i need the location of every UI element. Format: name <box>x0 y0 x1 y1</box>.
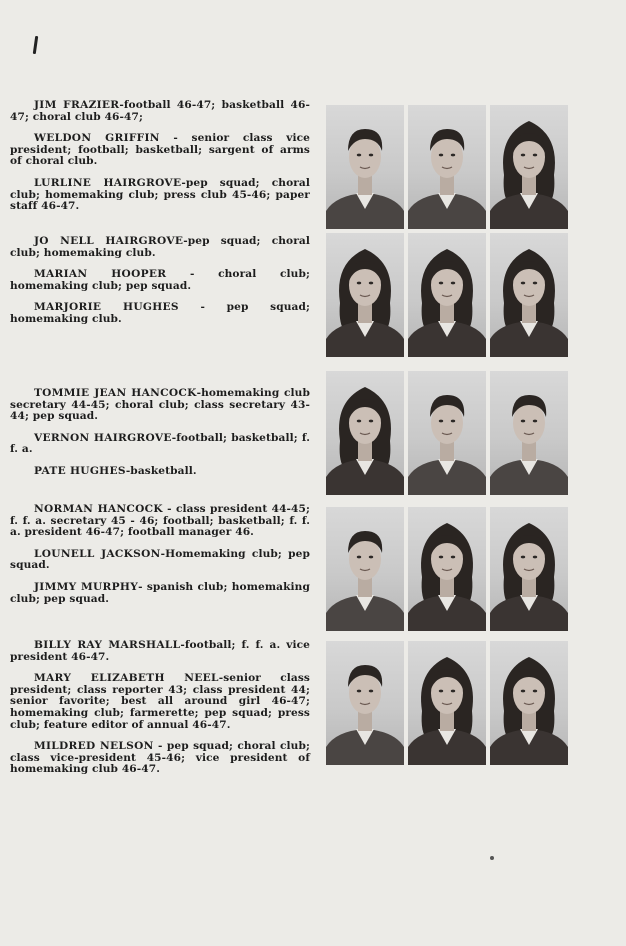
ink-mark <box>33 36 38 54</box>
entry-group-1 <box>10 100 310 223</box>
portrait-photo <box>326 371 404 495</box>
portrait-photo <box>326 641 404 765</box>
portrait-photo <box>490 371 568 495</box>
entry-pate-hughes: PATE HUGHES-basketball. <box>34 464 197 477</box>
portrait-photo <box>408 507 486 631</box>
entry-billy-ray-marshall: BILLY RAY MARSHALL-football; f. f. a. vice president 46-47. <box>10 639 310 663</box>
portrait-row <box>326 371 566 497</box>
portrait-row <box>326 233 566 359</box>
entry-group-3 <box>10 388 310 488</box>
portrait-photo <box>408 233 486 357</box>
entry-marian-hooper: MARIAN HOOPER - choral club; homemaking club; pep squad. <box>10 268 310 292</box>
portrait-photo <box>490 105 568 229</box>
entry-vernon-hairgrove: VERNON HAIRGROVE-football; basketball; f. f. a. <box>10 431 310 456</box>
portrait-photo <box>408 371 486 495</box>
entry-marjorie-hughes: MARJORIE HUGHES - pep squad; homemaking club. <box>10 301 310 325</box>
entry-lurline-hairgrove: LURLINE HAIRGROVE-pep squad; choral club; homemaking club; press club 45-46; paper staff 46-47. <box>10 176 310 213</box>
paper-speck <box>490 856 494 860</box>
entry-lounell-jackson: LOUNELL JACKSON-Homemaking club; pep squad. <box>10 547 310 572</box>
entry-jim-frazier: JIM FRAZIER-football 46-47; basketball 46-47; choral club 46-47; <box>10 99 310 123</box>
portrait-photo <box>326 105 404 229</box>
entry-mary-elizabeth-neel: MARY ELIZABETH NEEL-senior class president; class reporter 43; class president 44; senior favorite; best all around girl 46-47; homemaking club; farmerette; pep squad; press club; feature editor of annual 46-47. <box>10 672 311 731</box>
entry-group-4 <box>10 504 310 615</box>
entry-jo-nell-hairgrove: JO NELL HAIRGROVE-pep squad; choral club; homemaking club. <box>10 235 310 259</box>
entry-weldon-griffin: WELDON GRIFFIN - senior class vice president; football; basketball; sargent of arms of choral club. <box>10 132 310 168</box>
entry-tommie-jean-hancock: TOMMIE JEAN HANCOCK-homemaking club secretary 44-45; choral club; class secretary 43-44; pep squad. <box>10 387 310 423</box>
entry-group-5 <box>10 640 310 786</box>
portrait-row <box>326 507 566 633</box>
portrait-photo <box>408 641 486 765</box>
portrait-row <box>326 105 566 231</box>
entry-jimmy-murphy: JIMMY MURPHY- spanish club; homemaking club; pep squad. <box>10 580 310 605</box>
entry-group-2 <box>10 236 310 336</box>
portrait-photo <box>408 105 486 229</box>
portrait-photo <box>490 233 568 357</box>
portrait-photo <box>326 233 404 357</box>
portrait-photo <box>490 507 568 631</box>
entry-mildred-nelson: MILDRED NELSON - pep squad; choral club; class vice-president 45-46; vice president of homemaking club 46-47. <box>10 740 311 776</box>
portrait-row <box>326 641 566 767</box>
portrait-photo <box>326 507 404 631</box>
entry-norman-hancock: NORMAN HANCOCK - class president 44-45; f. f. a. secretary 45 - 46; football; basketball; f. f. a. president 46-47; football manager 46. <box>10 503 310 539</box>
portrait-photo <box>490 641 568 765</box>
